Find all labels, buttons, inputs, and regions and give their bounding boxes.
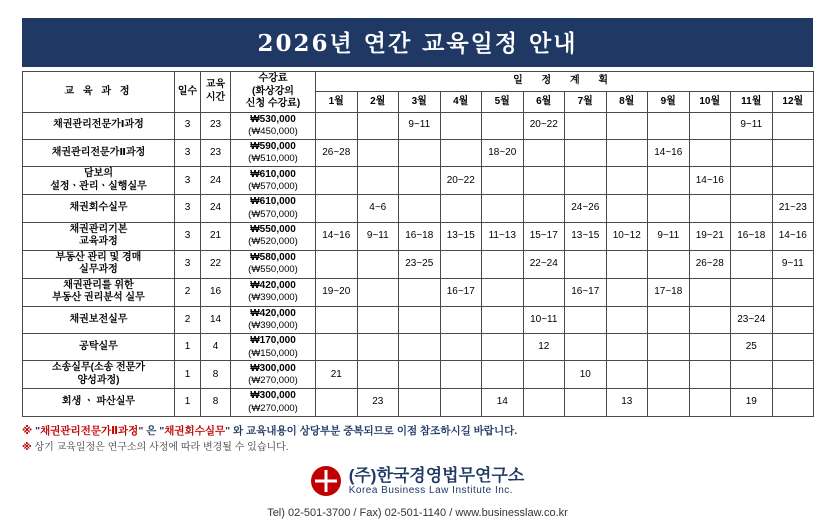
- cell-hours: 24: [201, 195, 231, 222]
- cell-month-12: [772, 139, 814, 166]
- cell-month-4: [440, 361, 482, 389]
- cell-month-4: [440, 306, 482, 333]
- cell-month-6: 12: [523, 334, 565, 361]
- fee-sub: (₩270,000): [248, 402, 298, 414]
- cell-month-7: [565, 167, 607, 195]
- cell-month-3: [399, 334, 441, 361]
- cell-month-1: [316, 112, 358, 139]
- cell-fee: [231, 112, 316, 139]
- cell-month-1: 26~28: [316, 139, 358, 166]
- logo-row: [22, 466, 813, 497]
- cell-month-7: [565, 112, 607, 139]
- cell-sessions: 3: [175, 167, 201, 195]
- cell-fee: [231, 139, 316, 166]
- cell-month-9: [648, 306, 690, 333]
- col-header-month-3: 3월: [399, 92, 441, 112]
- cross-circle-logo-icon: [311, 466, 341, 496]
- cell-month-8: [606, 306, 648, 333]
- cell-month-11: 25: [731, 334, 773, 361]
- fee-main: ₩590,000: [250, 140, 296, 152]
- cell-month-6: [523, 195, 565, 222]
- cell-month-11: [731, 167, 773, 195]
- cell-month-2: [357, 306, 399, 333]
- cell-month-10: 19~21: [689, 222, 731, 250]
- cell-month-12: [772, 389, 814, 416]
- cell-sessions: 2: [175, 278, 201, 306]
- cell-month-3: [399, 361, 441, 389]
- cell-month-1: [316, 306, 358, 333]
- col-header-month-9: 9월: [648, 92, 690, 112]
- fee-sub: (₩390,000): [248, 292, 298, 304]
- cell-fee: [231, 278, 316, 306]
- cell-month-9: 9~11: [648, 222, 690, 250]
- cell-sessions: 3: [175, 112, 201, 139]
- cell-hours: 22: [201, 250, 231, 278]
- col-header-month-2: 2월: [357, 92, 399, 112]
- organization-name-kr: (주)한국경영법무연구소: [348, 465, 525, 485]
- document-title-bar: [22, 18, 813, 67]
- cell-month-7: 13~15: [565, 222, 607, 250]
- col-header-month-1: 1월: [316, 92, 358, 112]
- cell-month-4: [440, 195, 482, 222]
- cell-month-6: [523, 389, 565, 416]
- cell-month-5: [482, 167, 524, 195]
- schedule-table-body: [23, 112, 814, 416]
- fee-sub: (₩450,000): [248, 126, 298, 137]
- cell-month-12: [772, 361, 814, 389]
- col-header-fee: 수강료 (화상강의 신청 수강료): [231, 72, 316, 113]
- cell-month-1: [316, 195, 358, 222]
- cell-month-3: 9~11: [399, 112, 441, 139]
- fee-sub: (₩520,000): [248, 236, 298, 248]
- cell-month-5: 11~13: [482, 222, 524, 250]
- cell-month-9: [648, 389, 690, 416]
- cell-month-2: [357, 334, 399, 361]
- table-header-row-1: [23, 72, 814, 92]
- cell-month-5: [482, 334, 524, 361]
- cell-course: 채권관리전문가Ⅰ과정: [23, 112, 175, 139]
- cell-fee: [231, 195, 316, 222]
- fee-main: ₩170,000: [250, 335, 296, 346]
- col-header-hours: 교육 시간: [201, 72, 231, 113]
- cell-month-8: [606, 112, 648, 139]
- cell-month-10: [689, 334, 731, 361]
- cell-month-4: 20~22: [440, 167, 482, 195]
- cell-month-6: [523, 167, 565, 195]
- col-header-month-4: 4월: [440, 92, 482, 112]
- cell-hours: 23: [201, 112, 231, 139]
- cell-sessions: 3: [175, 139, 201, 166]
- cell-hours: 14: [201, 306, 231, 333]
- cell-month-10: [689, 139, 731, 166]
- table-row: [23, 195, 814, 222]
- cell-course: 채권회수실무: [23, 195, 175, 222]
- note-mark-1: ※: [22, 424, 33, 437]
- cell-month-12: [772, 278, 814, 306]
- fee-sub: (₩550,000): [248, 264, 298, 276]
- cell-month-4: 13~15: [440, 222, 482, 250]
- cell-month-4: [440, 250, 482, 278]
- cell-month-9: [648, 167, 690, 195]
- cell-month-9: [648, 195, 690, 222]
- cell-month-11: [731, 361, 773, 389]
- col-header-month-11: 11월: [731, 92, 773, 112]
- cell-month-5: [482, 250, 524, 278]
- cell-course: 채권관리를 위한 부동산 권리분석 실무: [23, 278, 175, 306]
- col-header-sessions: 일수: [175, 72, 201, 113]
- cell-month-10: [689, 361, 731, 389]
- cell-fee: [231, 361, 316, 389]
- note-overlap: [22, 423, 813, 440]
- cell-sessions: 3: [175, 222, 201, 250]
- cell-month-10: [689, 195, 731, 222]
- cell-month-11: 19: [731, 389, 773, 416]
- cell-month-1: 21: [316, 361, 358, 389]
- cell-month-2: [357, 112, 399, 139]
- cell-month-3: [399, 389, 441, 416]
- cell-month-8: [606, 167, 648, 195]
- cell-course: 공탁실무: [23, 334, 175, 361]
- cell-month-2: [357, 250, 399, 278]
- cell-fee: [231, 306, 316, 333]
- cell-month-2: [357, 139, 399, 166]
- cell-month-5: [482, 195, 524, 222]
- cell-month-10: 14~16: [689, 167, 731, 195]
- cell-month-5: 14: [482, 389, 524, 416]
- table-row: [23, 306, 814, 333]
- fee-sub: (₩570,000): [248, 208, 298, 220]
- organization-block: [349, 466, 525, 497]
- cell-month-11: 9~11: [731, 112, 773, 139]
- cell-month-3: [399, 167, 441, 195]
- cell-fee: [231, 250, 316, 278]
- cell-month-7: 16~17: [565, 278, 607, 306]
- cell-month-10: [689, 389, 731, 416]
- cell-month-8: [606, 250, 648, 278]
- cell-course: 채권관리기본 교육과정: [23, 222, 175, 250]
- cell-month-12: 9~11: [772, 250, 814, 278]
- cell-month-2: [357, 167, 399, 195]
- cell-month-8: 13: [606, 389, 648, 416]
- cell-month-5: [482, 112, 524, 139]
- cell-hours: 4: [201, 334, 231, 361]
- cell-month-9: 17~18: [648, 278, 690, 306]
- table-row: [23, 250, 814, 278]
- cell-month-7: [565, 139, 607, 166]
- cell-month-1: [316, 389, 358, 416]
- table-row: [23, 139, 814, 166]
- cell-month-6: 20~22: [523, 112, 565, 139]
- cell-month-6: [523, 361, 565, 389]
- document-footer: [22, 466, 813, 519]
- fee-sub: (₩570,000): [248, 181, 298, 193]
- cell-hours: 8: [201, 389, 231, 416]
- cell-month-8: [606, 195, 648, 222]
- table-row: [23, 278, 814, 306]
- cell-month-11: [731, 139, 773, 166]
- cell-month-2: 4~6: [357, 195, 399, 222]
- fee-main: ₩610,000: [250, 196, 296, 208]
- cell-month-12: [772, 334, 814, 361]
- cell-hours: 24: [201, 167, 231, 195]
- table-row: [23, 222, 814, 250]
- fee-sub: (₩150,000): [248, 347, 298, 359]
- cell-month-4: 16~17: [440, 278, 482, 306]
- col-header-course: 교 육 과 정: [23, 72, 175, 113]
- cell-month-11: 23~24: [731, 306, 773, 333]
- fee-main: ₩300,000: [250, 362, 296, 374]
- cell-month-3: [399, 195, 441, 222]
- cell-month-5: 18~20: [482, 139, 524, 166]
- cell-month-7: [565, 250, 607, 278]
- cell-month-4: [440, 334, 482, 361]
- col-header-month-10: 10월: [689, 92, 731, 112]
- cell-month-7: 24~26: [565, 195, 607, 222]
- cell-month-3: 23~25: [399, 250, 441, 278]
- cell-course: 채권보전실무: [23, 306, 175, 333]
- organization-name-en: Korea Business Law Institute Inc.: [348, 485, 514, 497]
- cell-month-2: 23: [357, 389, 399, 416]
- fee-sub: (₩510,000): [248, 153, 298, 165]
- fee-main: ₩420,000: [250, 279, 296, 291]
- cell-month-5: [482, 306, 524, 333]
- cell-month-5: [482, 361, 524, 389]
- table-row: [23, 389, 814, 416]
- cell-month-1: [316, 250, 358, 278]
- fee-main: ₩610,000: [250, 168, 296, 180]
- cell-month-8: [606, 334, 648, 361]
- cell-month-6: [523, 278, 565, 306]
- cell-month-6: 22~24: [523, 250, 565, 278]
- cell-month-8: 10~12: [606, 222, 648, 250]
- note1-emphasis-2: 채권회수실무: [164, 424, 226, 437]
- cell-month-7: [565, 389, 607, 416]
- cell-month-10: [689, 112, 731, 139]
- cell-course: 소송실무(소송 전문가 양성과정): [23, 361, 175, 389]
- cell-hours: 8: [201, 361, 231, 389]
- note-change: [22, 440, 813, 456]
- cell-month-9: [648, 334, 690, 361]
- cell-sessions: 3: [175, 195, 201, 222]
- cell-month-9: [648, 361, 690, 389]
- table-row: [23, 167, 814, 195]
- col-header-month-12: 12월: [772, 92, 814, 112]
- cell-month-9: [648, 112, 690, 139]
- cell-month-4: [440, 389, 482, 416]
- cell-month-1: 14~16: [316, 222, 358, 250]
- cell-sessions: 1: [175, 389, 201, 416]
- note1-part3: " 와 교육내용이 상당부분 중복되므로 이점 참조하시길 바랍니다.: [225, 424, 518, 437]
- cell-month-11: [731, 250, 773, 278]
- note1-part1: ": [32, 424, 41, 437]
- cell-month-1: [316, 167, 358, 195]
- cell-month-3: [399, 306, 441, 333]
- table-row: [23, 361, 814, 389]
- cell-sessions: 2: [175, 306, 201, 333]
- fee-main: ₩530,000: [250, 113, 296, 125]
- note1-emphasis-1: 채권관리전문가Ⅱ과정: [40, 424, 139, 437]
- cell-month-12: [772, 167, 814, 195]
- table-row: [23, 112, 814, 139]
- fee-sub: (₩270,000): [248, 375, 298, 387]
- cell-month-10: [689, 278, 731, 306]
- cell-month-6: 15~17: [523, 222, 565, 250]
- fee-main: ₩580,000: [250, 251, 296, 263]
- cell-month-11: [731, 195, 773, 222]
- cell-hours: 23: [201, 139, 231, 166]
- table-row: [23, 334, 814, 361]
- cell-month-10: 26~28: [689, 250, 731, 278]
- fee-main: ₩420,000: [250, 307, 296, 319]
- cell-month-6: [523, 139, 565, 166]
- cell-course: 회생 ㆍ 파산실무: [23, 389, 175, 416]
- cell-month-12: [772, 112, 814, 139]
- note2-text: 상기 교육일정은 연구소의 사정에 따라 변경될 수 있습니다.: [34, 441, 289, 453]
- col-header-month-8: 8월: [606, 92, 648, 112]
- cell-month-1: 19~20: [316, 278, 358, 306]
- cell-month-8: [606, 139, 648, 166]
- cell-sessions: 3: [175, 250, 201, 278]
- cell-sessions: 1: [175, 334, 201, 361]
- cell-month-8: [606, 278, 648, 306]
- note1-part2: " 은 ": [138, 424, 165, 437]
- cell-month-9: [648, 250, 690, 278]
- cell-fee: [231, 334, 316, 361]
- cell-month-3: 16~18: [399, 222, 441, 250]
- notes-block: [22, 423, 813, 456]
- cell-month-3: [399, 139, 441, 166]
- cell-month-6: 10~11: [523, 306, 565, 333]
- cell-fee: [231, 167, 316, 195]
- col-header-month-5: 5월: [482, 92, 524, 112]
- cell-month-2: [357, 361, 399, 389]
- cell-month-2: [357, 278, 399, 306]
- cell-month-11: [731, 278, 773, 306]
- cell-course: 채권관리전문가Ⅱ과정: [23, 139, 175, 166]
- cell-month-12: 14~16: [772, 222, 814, 250]
- cell-month-12: 21~23: [772, 195, 814, 222]
- page-title: 2026년 연간 교육일정 안내: [257, 30, 578, 57]
- cell-fee: [231, 389, 316, 416]
- col-header-plan: 일 정 계 획: [316, 72, 814, 92]
- cell-month-7: 10: [565, 361, 607, 389]
- cell-month-2: 9~11: [357, 222, 399, 250]
- cell-hours: 16: [201, 278, 231, 306]
- fee-main: ₩300,000: [250, 390, 296, 402]
- fee-sub: (₩390,000): [248, 320, 298, 332]
- cell-course: 부동산 관리 및 경매 실무과정: [23, 250, 175, 278]
- note-mark-2: ※: [22, 441, 32, 453]
- cell-month-10: [689, 306, 731, 333]
- schedule-table: [22, 71, 814, 417]
- cell-course: 담보의 설정ㆍ관리ㆍ실행실무: [23, 167, 175, 195]
- cell-month-1: [316, 334, 358, 361]
- cell-month-12: [772, 306, 814, 333]
- contact-line: Tel) 02-501-3700 / Fax) 02-501-1140 / www.businesslaw.co.kr: [267, 506, 568, 519]
- cell-sessions: 1: [175, 361, 201, 389]
- fee-main: ₩550,000: [250, 223, 296, 235]
- col-header-month-6: 6월: [523, 92, 565, 112]
- cell-month-3: [399, 278, 441, 306]
- cell-month-4: [440, 139, 482, 166]
- cell-month-7: [565, 334, 607, 361]
- cell-month-5: [482, 278, 524, 306]
- cell-month-8: [606, 361, 648, 389]
- cell-month-4: [440, 112, 482, 139]
- cell-month-7: [565, 306, 607, 333]
- cell-month-9: 14~16: [648, 139, 690, 166]
- cell-month-11: 16~18: [731, 222, 773, 250]
- cell-hours: 21: [201, 222, 231, 250]
- col-header-month-7: 7월: [565, 92, 607, 112]
- cell-fee: [231, 222, 316, 250]
